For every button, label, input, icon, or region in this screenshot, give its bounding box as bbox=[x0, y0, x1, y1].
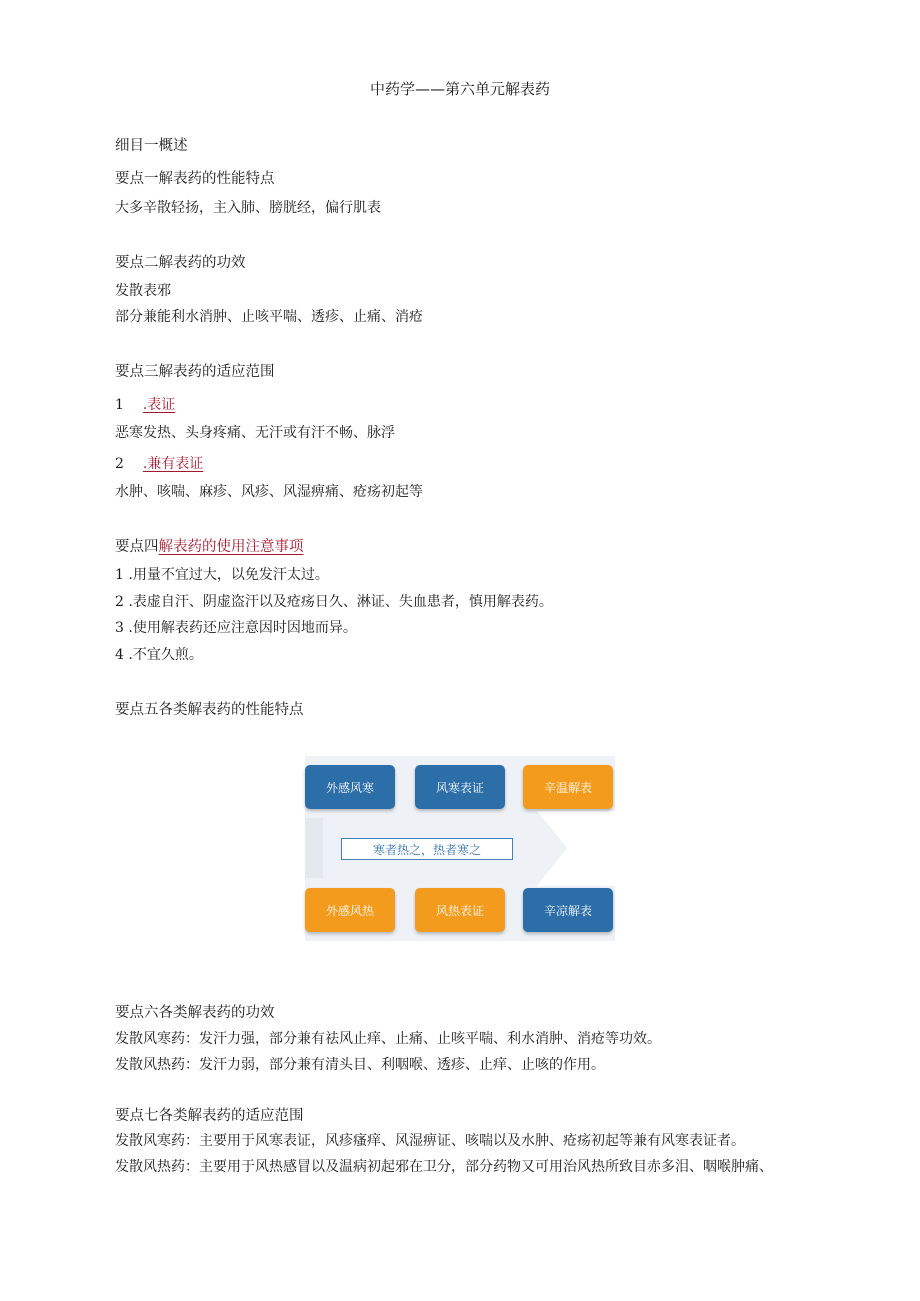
point-text-7b: 发散风热药：主要用于风热感冒以及温病初起邪在卫分，部分药物又可用治风热所致目赤多泪、咽喉肿痛、 bbox=[115, 1159, 773, 1175]
properties-diagram bbox=[305, 756, 615, 941]
point-heading-1: 要点一解表药的性能特点 bbox=[115, 171, 275, 187]
heading-prefix: 要点四 bbox=[115, 539, 159, 555]
section-heading-overview: 细目一概述 bbox=[115, 138, 188, 154]
box-waigan-fenghan: 外感风寒 bbox=[305, 765, 395, 809]
list-item bbox=[115, 396, 175, 414]
point-heading-7: 要点七各类解表药的适应范围 bbox=[115, 1108, 304, 1124]
point-text-6a: 发散风寒药：发汗力强，部分兼有祛风止痒、止痛、止咳平喘、利水消肿、消疮等功效。 bbox=[115, 1031, 661, 1047]
box-fenghan-biaozheng: 风寒表证 bbox=[415, 765, 505, 809]
item-text: .使用解表药还应注意因时因地而异。 bbox=[128, 620, 357, 636]
item-number: 3 bbox=[115, 620, 124, 636]
point-text-2b: 部分兼能利水消肿、止咳平喘、透疹、止痛、消疮 bbox=[115, 309, 423, 325]
box-fengre-biaozheng: 风热表证 bbox=[415, 888, 505, 932]
item-number: 2 bbox=[115, 594, 124, 610]
point-heading-4 bbox=[115, 538, 304, 556]
item-text: .用量不宜过大，以免发汗太过。 bbox=[128, 567, 329, 583]
item-number: 2 bbox=[115, 456, 124, 472]
point-heading-2: 要点二解表药的功效 bbox=[115, 255, 246, 271]
link-biaozheng[interactable]: .表证 bbox=[142, 397, 176, 413]
center-principle-box: 寒者热之，热者寒之 bbox=[341, 838, 513, 860]
point-text-7a: 发散风寒药：主要用于风寒表证，风疹瘙痒、风湿痹证、咳喘以及水肿、疮疡初起等兼有风寒表证者。 bbox=[115, 1133, 745, 1149]
list-item bbox=[115, 619, 357, 637]
box-waigan-fengre: 外感风热 bbox=[305, 888, 395, 932]
box-xinwen-jiebiao: 辛温解表 bbox=[523, 765, 613, 809]
point-text-1: 大多辛散轻扬，主入肺、膀胱经，偏行肌表 bbox=[115, 200, 381, 216]
box-xinliang-jiebiao: 辛凉解表 bbox=[523, 888, 613, 932]
item-number: 1 bbox=[115, 397, 124, 413]
list-item bbox=[115, 455, 203, 473]
list-item bbox=[115, 646, 203, 664]
item-number: 1 bbox=[115, 567, 124, 583]
item-number: 4 bbox=[115, 647, 124, 663]
list-item bbox=[115, 566, 329, 584]
item-text: .不宜久煎。 bbox=[128, 647, 203, 663]
point-text-2a: 发散表邪 bbox=[115, 283, 171, 299]
page-title: 中药学——第六单元解表药 bbox=[369, 80, 550, 98]
list-item bbox=[115, 593, 553, 611]
item-text: 水肿、咳喘、麻疹、风疹、风湿痹痛、疮疡初起等 bbox=[115, 484, 423, 500]
point-text-6b: 发散风热药：发汗力弱，部分兼有清头目、利咽喉、透疹、止痒、止咳的作用。 bbox=[115, 1057, 605, 1073]
left-band bbox=[305, 818, 323, 878]
item-text: .表虚自汗、阴虚盗汗以及疮疡日久、淋证、失血患者，慎用解表药。 bbox=[128, 594, 553, 610]
point-heading-3: 要点三解表药的适应范围 bbox=[115, 364, 275, 380]
link-usage-notes[interactable]: 解表药的使用注意事项 bbox=[158, 539, 304, 555]
point-heading-6: 要点六各类解表药的功效 bbox=[115, 1005, 275, 1021]
chevron-shape bbox=[537, 811, 615, 886]
point-heading-5: 要点五各类解表药的性能特点 bbox=[115, 702, 304, 718]
item-text: 恶寒发热、头身疼痛、无汗或有汗不畅、脉浮 bbox=[115, 425, 395, 441]
link-jianyoubiaozheng[interactable]: .兼有表证 bbox=[142, 456, 204, 472]
